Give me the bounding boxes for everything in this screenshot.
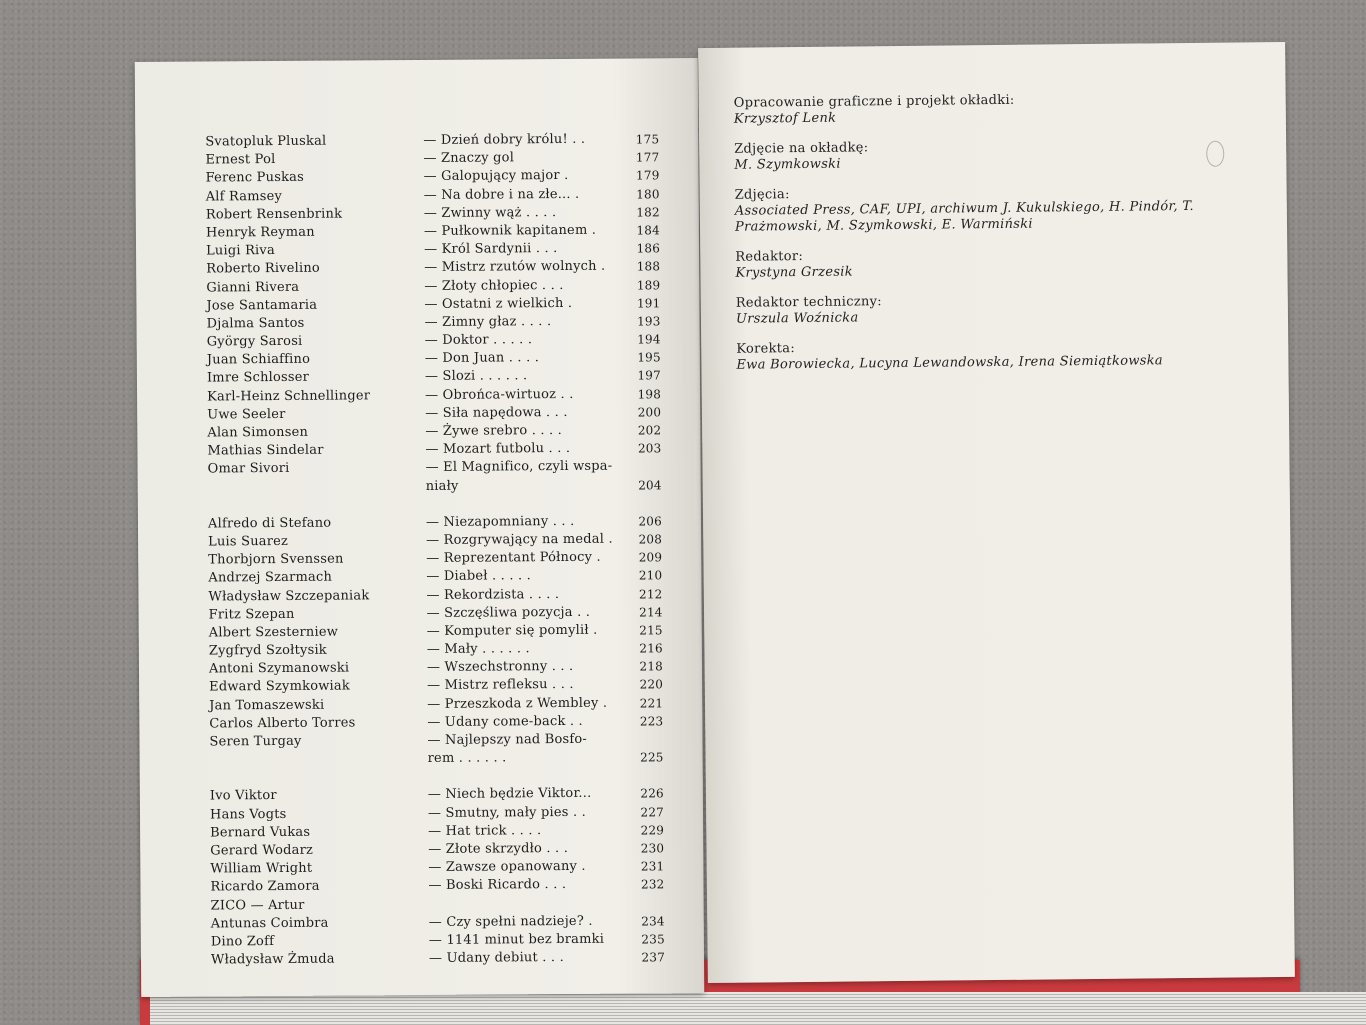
toc-page-number: 218 bbox=[639, 659, 664, 674]
right-page bbox=[698, 42, 1295, 983]
toc-page-number: 198 bbox=[637, 386, 662, 402]
toc-player-name: Henryk Reyman bbox=[205, 224, 315, 241]
credit-block bbox=[735, 244, 1255, 281]
toc-chapter-title: — Pułkownik kapitanem . bbox=[423, 222, 597, 239]
toc-player-name: Alfredo di Stefano bbox=[207, 515, 332, 532]
toc-player-name: Albert Szesterniew bbox=[208, 624, 339, 641]
toc-player-name: Omar Sivori bbox=[207, 461, 290, 477]
credit-block bbox=[736, 290, 1256, 327]
toc-player-name: György Sarosi bbox=[206, 333, 303, 350]
toc-chapter-title: — Galopujący major . bbox=[423, 168, 569, 185]
toc-chapter-title: — Zwinny wąż . . . . bbox=[423, 204, 557, 221]
toc-chapter-title: — Udany come-back . . bbox=[427, 713, 583, 730]
toc-chapter-title: — Obrońca-wirtuoz . . bbox=[425, 386, 574, 403]
toc-chapter-title: — Król Sardynii . . . bbox=[424, 241, 558, 258]
toc-chapter-title: — Siła napędowa . . . bbox=[425, 404, 568, 421]
toc-page-number: 234 bbox=[641, 913, 665, 929]
toc-player-name: Imre Schlosser bbox=[206, 370, 310, 386]
toc-page-number: 230 bbox=[640, 841, 665, 856]
credit-label: Korekta: bbox=[736, 341, 796, 357]
toc-chapter-title: — Diabeł . . . . . bbox=[426, 568, 532, 585]
credit-block bbox=[735, 182, 1255, 235]
toc-chapter-title: — Mistrz rzutów wolnych . bbox=[424, 259, 606, 276]
toc-chapter-title: — Don Juan . . . . bbox=[424, 350, 540, 367]
toc-page-number: 194 bbox=[637, 332, 661, 347]
toc-page-number: 216 bbox=[639, 641, 663, 656]
toc-player-name: Antoni Szymanowski bbox=[208, 660, 350, 677]
toc-player-name bbox=[210, 750, 428, 770]
toc-player-name: Juan Schiaffino bbox=[206, 352, 311, 368]
toc-chapter-title: — Zawsze opanowany . bbox=[428, 858, 586, 876]
toc-chapter-title: — Slozi . . . . . . bbox=[424, 368, 528, 385]
toc-chapter-title: — Ostatni z wielkich . bbox=[424, 295, 573, 312]
toc-page-number: 202 bbox=[637, 423, 662, 438]
toc-page-number: 191 bbox=[636, 296, 661, 311]
toc-player-name: Alf Ramsey bbox=[205, 188, 283, 205]
page-stain-mark bbox=[1206, 141, 1224, 167]
toc-page-number: 189 bbox=[636, 277, 661, 292]
toc-chapter-title: — Rozgrywający na medal . bbox=[426, 531, 613, 548]
toc-player-name: Antunas Coimbra bbox=[210, 915, 329, 932]
toc-chapter-title: — Mały . . . . . . bbox=[426, 641, 530, 658]
toc-player-name: Mathias Sindelar bbox=[207, 442, 324, 459]
toc-chapter-title: — Czy spełni nadzieje? . bbox=[428, 913, 593, 930]
toc-page-number: 235 bbox=[641, 932, 665, 947]
toc-page-number: 203 bbox=[637, 441, 662, 456]
toc-page-number: 209 bbox=[638, 550, 663, 565]
toc-page-number: 220 bbox=[639, 677, 664, 692]
toc-chapter-title: — Złote skrzydło . . . bbox=[428, 840, 569, 857]
toc-chapter-title bbox=[429, 894, 625, 914]
toc-page-number: 225 bbox=[640, 750, 664, 765]
toc-page-number: 186 bbox=[636, 241, 661, 256]
toc-player-name bbox=[208, 478, 426, 498]
toc-chapter-title: — Smutny, mały pies . . bbox=[427, 804, 587, 821]
toc-chapter-title: — Rekordzista . . . . bbox=[426, 586, 560, 603]
toc-player-name: Jose Santamaria bbox=[206, 297, 318, 314]
toc-page-number: 210 bbox=[638, 568, 663, 583]
credit-label: Redaktor techniczny: bbox=[735, 294, 883, 311]
toc-player-name: Ernest Pol bbox=[205, 152, 276, 168]
toc-chapter-title: — 1141 minut bez bramki bbox=[428, 931, 605, 948]
toc-page-number: 180 bbox=[636, 186, 660, 202]
toc-page-number: 208 bbox=[638, 532, 663, 547]
credits-section bbox=[734, 90, 1257, 387]
toc-page-number: 195 bbox=[637, 350, 661, 365]
toc-player-name: Ivo Viktor bbox=[209, 788, 277, 804]
left-page bbox=[135, 58, 705, 997]
toc-page-number: 223 bbox=[639, 714, 664, 729]
toc-player-name: Władysław Żmuda bbox=[210, 951, 335, 968]
toc-player-name: Zygfryd Szołtysik bbox=[208, 642, 327, 659]
credit-block bbox=[736, 336, 1256, 373]
toc-page-number: 215 bbox=[639, 623, 663, 638]
toc-chapter-title: — Niech będzie Viktor... bbox=[427, 786, 592, 803]
toc-page-number: 193 bbox=[637, 314, 661, 329]
toc-chapter-title: — Przeszkoda z Wembley . bbox=[427, 695, 608, 712]
toc-page-number: 177 bbox=[635, 150, 660, 165]
toc-player-name: Seren Turgay bbox=[209, 733, 302, 750]
toc-player-name: Carlos Alberto Torres bbox=[209, 715, 356, 732]
credit-value: Krzysztof Lenk bbox=[733, 110, 837, 127]
toc-page-number bbox=[622, 458, 662, 476]
toc-player-name: Bernard Vukas bbox=[210, 824, 311, 841]
credit-label: Redaktor: bbox=[735, 249, 804, 265]
credit-block bbox=[734, 90, 1254, 127]
toc-player-name: Luigi Riva bbox=[206, 243, 275, 259]
toc-chapter-title: — Doktor . . . . . bbox=[424, 332, 533, 349]
toc-chapter-title: — Na dobre i na złe... . bbox=[423, 186, 580, 203]
toc-page-number: 226 bbox=[640, 786, 664, 801]
toc-player-name: Andrzej Szarmach bbox=[208, 569, 333, 586]
toc-player-name: Uwe Seeler bbox=[207, 406, 286, 423]
credit-block bbox=[734, 136, 1254, 173]
toc-chapter-title: — Boski Ricardo . . . bbox=[428, 877, 567, 894]
toc-page-number: 179 bbox=[635, 168, 660, 183]
toc-chapter-title: — Zimny głaz . . . . bbox=[424, 313, 552, 330]
toc-page-number: 237 bbox=[641, 950, 666, 965]
toc-player-name: Jan Tomaszewski bbox=[209, 697, 325, 714]
toc-page-number: 200 bbox=[637, 405, 662, 420]
toc-player-name: Ricardo Zamora bbox=[210, 879, 320, 895]
toc-chapter-title: — Najlepszy nad Bosfo- bbox=[427, 731, 588, 748]
toc-page-number bbox=[623, 730, 663, 748]
toc-chapter-title: — Złoty chłopiec . . . bbox=[424, 277, 564, 294]
toc-player-name: Robert Rensenbrink bbox=[205, 206, 343, 223]
toc-page-number: 212 bbox=[638, 586, 663, 601]
toc-player-name: Alan Simonsen bbox=[207, 424, 309, 441]
toc-chapter-title: — Żywe srebro . . . . bbox=[425, 423, 563, 439]
credit-label: Zdjęcie na okładkę: bbox=[734, 140, 869, 157]
toc-chapter-title: — Znaczy gol bbox=[423, 150, 515, 167]
open-book-spread bbox=[138, 45, 1300, 995]
toc-row bbox=[210, 748, 680, 769]
book-page-edges bbox=[150, 992, 1366, 1025]
toc-page-number bbox=[625, 894, 665, 912]
toc-player-name: Władysław Szczepaniak bbox=[208, 587, 370, 604]
toc-chapter-title: — Wszechstronny . . . bbox=[426, 659, 574, 676]
table-of-contents bbox=[205, 130, 681, 970]
toc-chapter-title: — El Magnifico, czyli wspa- bbox=[425, 459, 613, 476]
toc-player-name: Thorbjorn Svenssen bbox=[208, 551, 344, 568]
toc-chapter-title: — Komputer się pomylił . bbox=[426, 622, 598, 639]
toc-page-number: 175 bbox=[635, 132, 660, 147]
credit-value: Ewa Borowiecka, Lucyna Lewandowska, Irena Siemiątkowska bbox=[736, 353, 1164, 373]
toc-player-name: Edward Szymkowiak bbox=[209, 678, 350, 695]
toc-row bbox=[208, 476, 678, 497]
toc-chapter-title: — Dzień dobry królu! . . bbox=[423, 131, 586, 148]
toc-page-number: 206 bbox=[638, 514, 663, 529]
toc-chapter-title: — Hat trick . . . . bbox=[428, 822, 542, 839]
toc-player-name: Ferenc Puskas bbox=[205, 170, 304, 186]
credit-value: M. Szymkowski bbox=[734, 156, 841, 173]
toc-player-name: Gianni Rivera bbox=[206, 279, 300, 295]
toc-chapter-title: — Mistrz refleksu . . . bbox=[427, 677, 574, 694]
credit-label: Zdjęcia: bbox=[734, 187, 790, 203]
toc-row bbox=[211, 948, 681, 969]
toc-player-name: Roberto Rivelino bbox=[206, 261, 320, 277]
toc-player-name: ZICO — Artur bbox=[210, 897, 305, 913]
toc-page-number: 197 bbox=[637, 368, 661, 383]
toc-page-number: 227 bbox=[640, 804, 665, 820]
toc-player-name: Gerard Wodarz bbox=[210, 842, 314, 859]
toc-page-number: 231 bbox=[640, 859, 665, 874]
toc-page-number: 184 bbox=[636, 223, 660, 238]
credit-value: Urszula Woźnicka bbox=[735, 310, 859, 327]
toc-page-number: 232 bbox=[640, 877, 665, 892]
toc-chapter-title: rem . . . . . . bbox=[427, 750, 507, 767]
toc-chapter-title: — Reprezentant Północy . bbox=[426, 549, 601, 567]
toc-player-name: Hans Vogts bbox=[209, 806, 287, 823]
toc-chapter-title: — Szczęśliwa pozycja . . bbox=[426, 604, 591, 621]
toc-chapter-title: — Niezapomniany . . . bbox=[425, 513, 575, 530]
toc-page-number: 221 bbox=[639, 695, 664, 711]
toc-player-name: William Wright bbox=[210, 860, 313, 877]
credit-value: Associated Press, CAF, UPI, archiwum J. Kukulskiego, H. Pindór, T. Prażmowski, M. Szymkowski, E. Warmiński bbox=[734, 198, 1194, 235]
toc-page-number: 214 bbox=[639, 604, 663, 620]
toc-page-number: 188 bbox=[636, 259, 661, 274]
toc-chapter-title: — Udany debiut . . . bbox=[428, 950, 564, 967]
toc-page-number: 204 bbox=[638, 477, 662, 493]
toc-player-name: Dino Zoff bbox=[210, 933, 275, 950]
toc-chapter-title: niały bbox=[425, 478, 459, 494]
toc-player-name: Luis Suarez bbox=[208, 533, 289, 550]
toc-page-number: 182 bbox=[636, 205, 660, 220]
toc-player-name: Karl-Heinz Schnellinger bbox=[207, 387, 371, 405]
toc-player-name: Fritz Szepan bbox=[208, 606, 295, 623]
credit-value: Krystyna Grzesik bbox=[735, 264, 853, 281]
credit-label: Opracowanie graficzne i projekt okładki: bbox=[733, 92, 1015, 111]
toc-page-number: 229 bbox=[640, 823, 665, 838]
toc-player-name: Djalma Santos bbox=[206, 315, 305, 332]
toc-chapter-title: — Mozart futbolu . . . bbox=[425, 441, 571, 458]
toc-player-name: Svatopluk Pluskal bbox=[205, 133, 327, 150]
